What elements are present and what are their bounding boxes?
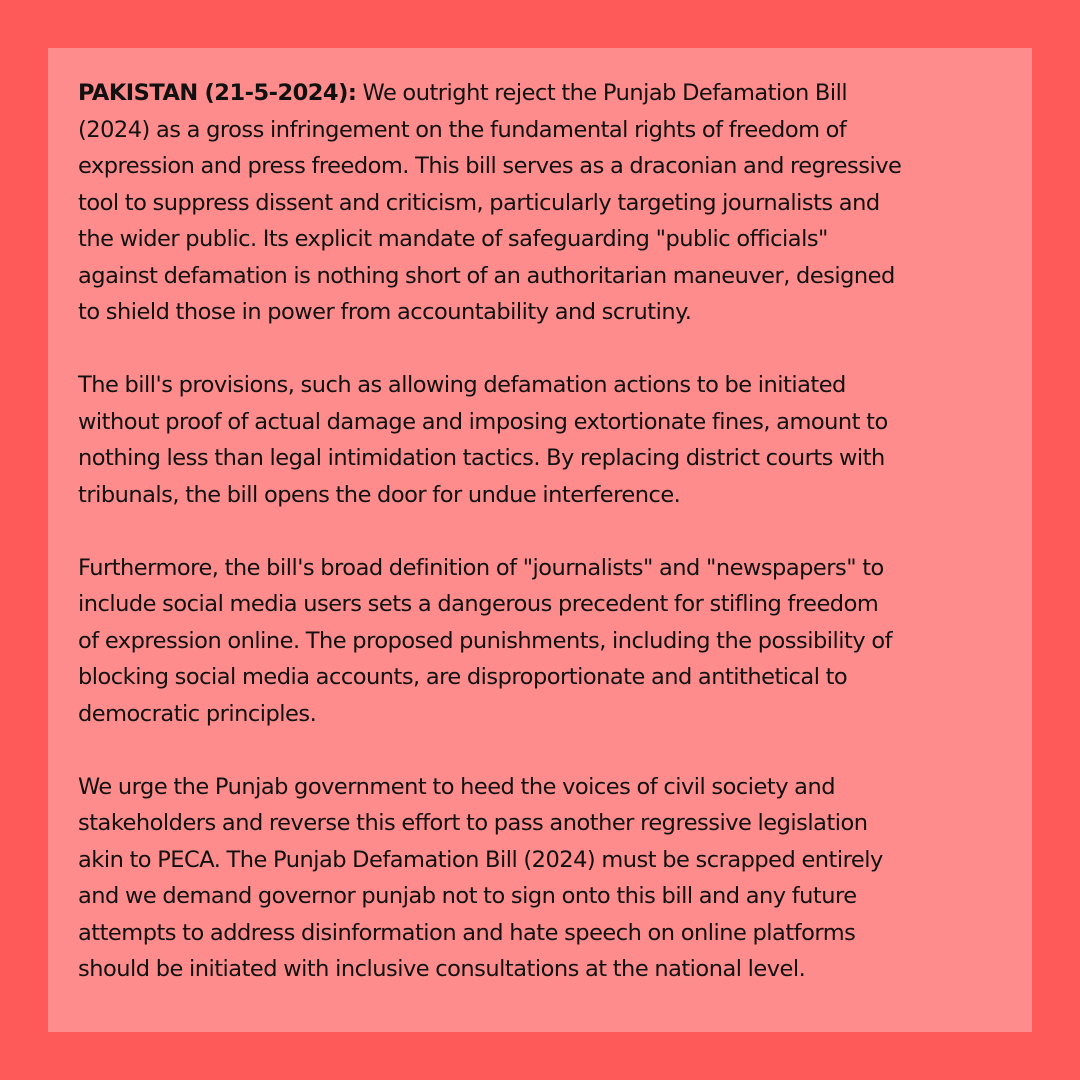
paragraph-gap <box>78 513 1008 550</box>
paragraph-2-line-1: The bill's provisions, such as allowing defamation actions to be initiated <box>78 372 846 398</box>
paragraph-2-line-3: nothing less than legal intimidation tactics. By replacing district courts with <box>78 445 885 471</box>
paragraph-1-line-3: expression and press freedom. This bill serves as a draconian and regressive <box>78 153 902 179</box>
paragraph-3-line-5: democratic principles. <box>78 700 317 727</box>
paragraph-1-line-4: tool to suppress dissent and criticism, particularly targeting journalists and <box>78 189 880 216</box>
statement-lead: PAKISTAN (21-5-2024): <box>78 80 357 106</box>
paragraph-gap <box>78 331 1008 368</box>
paragraph-gap <box>78 732 1008 769</box>
statement-card <box>48 48 1032 1032</box>
paragraph-1-line-7: to shield those in power from accountability and scrutiny. <box>78 299 692 325</box>
paragraph-4-line-1: We urge the Punjab government to heed the voices of civil society and <box>78 773 835 800</box>
paragraph-1-line-1-text: We outright reject the Punjab Defamation Bill <box>356 80 848 106</box>
paragraph-1-line-1 <box>78 75 1008 112</box>
paragraph-4-line-4: and we demand governor punjab not to sign onto this bill and any future <box>78 883 857 909</box>
paragraph-3-line-3: of expression online. The proposed punishments, including the possibility of <box>78 627 893 654</box>
paragraph-2-line-4: tribunals, the bill opens the door for undue interference. <box>78 481 681 508</box>
paragraph-1-line-2: (2024) as a gross infringement on the fundamental rights of freedom of <box>78 116 847 143</box>
paragraph-4-line-3: akin to PECA. The Punjab Defamation Bill (2024) must be scrapped entirely <box>78 846 883 873</box>
paragraph-4-line-6: should be initiated with inclusive consultations at the national level. <box>78 956 806 982</box>
paragraph-4-line-2: stakeholders and reverse this effort to pass another regressive legislation <box>78 810 868 836</box>
paragraph-3-line-4: blocking social media accounts, are disproportionate and antithetical to <box>78 664 848 690</box>
paragraph-1-line-6: against defamation is nothing short of an authoritarian maneuver, designed <box>78 262 895 289</box>
paragraph-2-line-2: without proof of actual damage and imposing extortionate fines, amount to <box>78 408 888 435</box>
paragraph-3-line-1: Furthermore, the bill's broad definition of "journalists" and "newspapers" to <box>78 554 884 581</box>
paragraph-3-line-2: include social media users sets a dangerous precedent for stifling freedom <box>78 591 879 617</box>
paragraph-1-line-5: the wider public. Its explicit mandate of safeguarding "public officials" <box>78 226 828 252</box>
statement-text <box>78 75 1008 988</box>
paragraph-4-line-5: attempts to address disinformation and hate speech on online platforms <box>78 919 856 946</box>
